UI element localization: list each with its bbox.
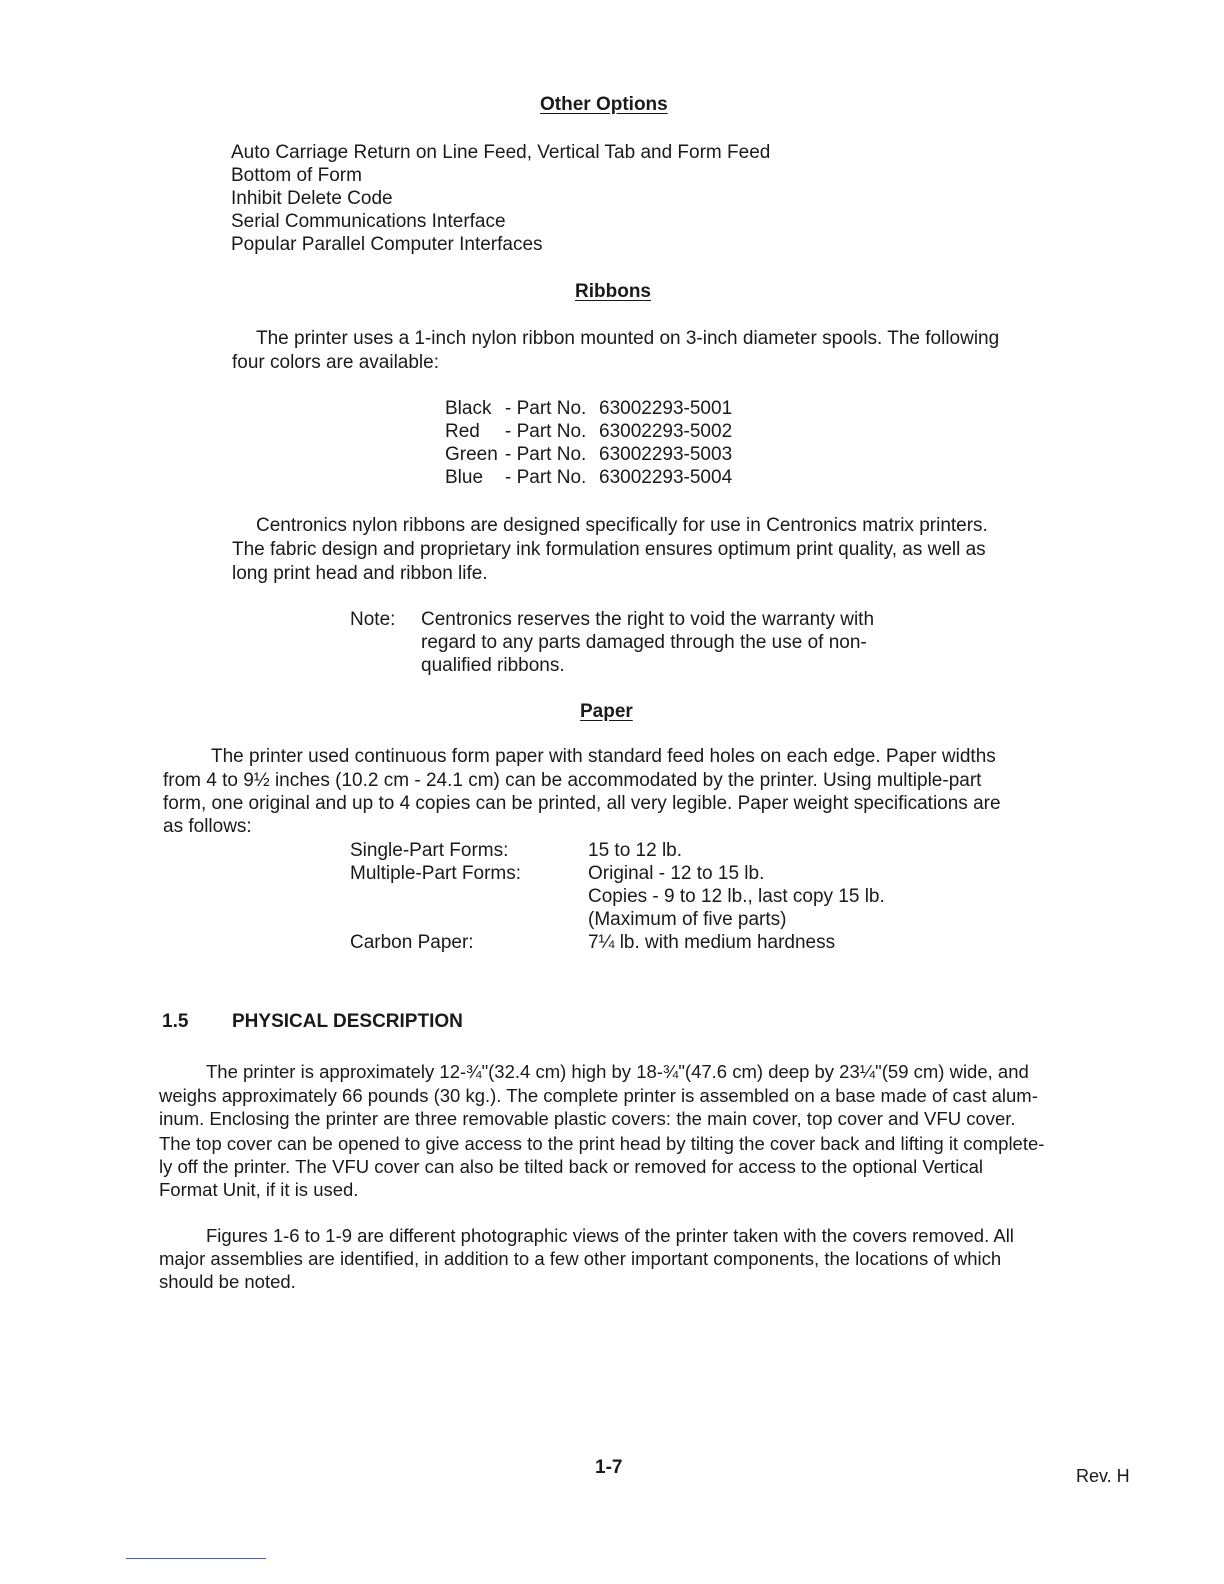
spec-label: Single-Part Forms:: [350, 840, 509, 861]
other-options-list: [231, 141, 770, 256]
revision-label: Rev. H: [1076, 1466, 1130, 1486]
ribbon-color: Black: [445, 398, 492, 419]
ribbon-part-row: [445, 443, 732, 466]
ribbons-design-line: long print head and ribbon life.: [232, 563, 488, 584]
paper-intro-line: The printer used continuous form paper with standard feed holes on each edge. Paper widths: [211, 746, 996, 767]
section-title: PHYSICAL DESCRIPTION: [232, 1011, 463, 1032]
paper-spec-row: [350, 908, 885, 931]
list-item: Serial Communications Interface: [231, 211, 506, 232]
note-line: regard to any parts damaged through the use of non-: [421, 632, 867, 653]
ribbon-part-label: - Part No.: [505, 467, 587, 488]
ribbons-heading: Ribbons: [575, 281, 651, 302]
ribbon-parts-list: [445, 397, 732, 489]
ribbon-part-row: [445, 420, 732, 443]
page-number: 1-7: [595, 1457, 623, 1478]
paper-intro-line: from 4 to 9½ inches (10.2 cm - 24.1 cm) can be accommodated by the printer. Using multiple-part: [163, 770, 982, 791]
list-item: Auto Carriage Return on Line Feed, Vertical Tab and Form Feed: [231, 142, 771, 163]
list-item: Inhibit Delete Code: [231, 188, 393, 209]
list-item: Popular Parallel Computer Interfaces: [231, 234, 543, 255]
ribbons-intro-line: four colors are available:: [232, 352, 439, 373]
paper-spec-table: [350, 839, 885, 954]
paper-intro-line: as follows:: [163, 816, 252, 837]
physical-para1-line: inum. Enclosing the printer are three removable plastic covers: the main cover, top cover and VFU cover.: [159, 1108, 1016, 1129]
ribbon-color: Green: [445, 444, 498, 465]
physical-para1-line: Format Unit, if it is used.: [159, 1179, 359, 1200]
spec-value: Copies - 9 to 12 lb., last copy 15 lb.: [588, 886, 885, 907]
note-line: qualified ribbons.: [421, 655, 565, 676]
ribbon-part-row: [445, 397, 732, 420]
ribbons-design-line: The fabric design and proprietary ink formulation ensures optimum print quality, as well as: [232, 539, 986, 560]
paper-intro-line: form, one original and up to 4 copies can be printed, all very legible. Paper weight specifications are: [163, 793, 1001, 814]
spec-label: Carbon Paper:: [350, 932, 474, 953]
ribbon-part-number: 63002293-5003: [599, 444, 733, 465]
physical-para2-line: should be noted.: [159, 1271, 296, 1292]
spec-value: 15 to 12 lb.: [588, 840, 683, 861]
physical-para2-line: major assemblies are identified, in addition to a few other important components, the locations of which: [159, 1248, 1002, 1269]
physical-para1-line: ly off the printer. The VFU cover can also be tilted back or removed for access to the optional Vertical: [159, 1156, 984, 1177]
note-label: Note:: [350, 609, 396, 630]
ribbon-part-label: - Part No.: [505, 398, 587, 419]
bottom-divider: [126, 1558, 266, 1559]
ribbon-color: Blue: [445, 467, 484, 488]
list-item: Bottom of Form: [231, 165, 362, 186]
spec-label: [350, 885, 588, 908]
paper-spec-row: [350, 839, 885, 862]
paper-spec-row: [350, 931, 885, 954]
spec-label: [350, 908, 588, 931]
physical-para1-line: The top cover can be opened to give access to the print head by tilting the cover back and lifting it complete-: [159, 1133, 1045, 1154]
spec-value: 7¼ lb. with medium hardness: [588, 932, 836, 953]
ribbon-part-label: - Part No.: [505, 444, 587, 465]
spec-value: Original - 12 to 15 lb.: [588, 863, 765, 884]
section-number: 1.5: [162, 1011, 189, 1032]
ribbon-part-label: - Part No.: [505, 421, 587, 442]
paper-heading: Paper: [580, 701, 633, 722]
ribbon-part-number: 63002293-5001: [599, 398, 733, 419]
spec-label: Multiple-Part Forms:: [350, 863, 522, 884]
paper-spec-row: [350, 862, 885, 885]
ribbon-part-number: 63002293-5002: [599, 421, 733, 442]
other-options-heading: Other Options: [540, 94, 668, 115]
ribbons-design-line: Centronics nylon ribbons are designed specifically for use in Centronics matrix printers.: [256, 515, 988, 536]
note-text: [421, 608, 874, 677]
spec-value: (Maximum of five parts): [588, 909, 787, 930]
note-line: Centronics reserves the right to void the warranty with: [421, 609, 875, 630]
ribbon-part-number: 63002293-5004: [599, 467, 733, 488]
ribbon-part-row: [445, 466, 732, 489]
ribbons-intro-line: The printer uses a 1-inch nylon ribbon mounted on 3-inch diameter spools. The following: [256, 328, 1000, 349]
physical-para1-line: The printer is approximately 12-¾"(32.4 cm) high by 18-¾"(47.6 cm) deep by 23¼"(59 cm) wide, and: [206, 1061, 1029, 1082]
physical-para1-line: weighs approximately 66 pounds (30 kg.). The complete printer is assembled on a base made of cast alum-: [159, 1085, 1038, 1106]
ribbon-color: Red: [445, 421, 480, 442]
paper-spec-row: [350, 885, 885, 908]
physical-para2-line: Figures 1-6 to 1-9 are different photographic views of the printer taken with the covers removed. All: [206, 1225, 1014, 1246]
